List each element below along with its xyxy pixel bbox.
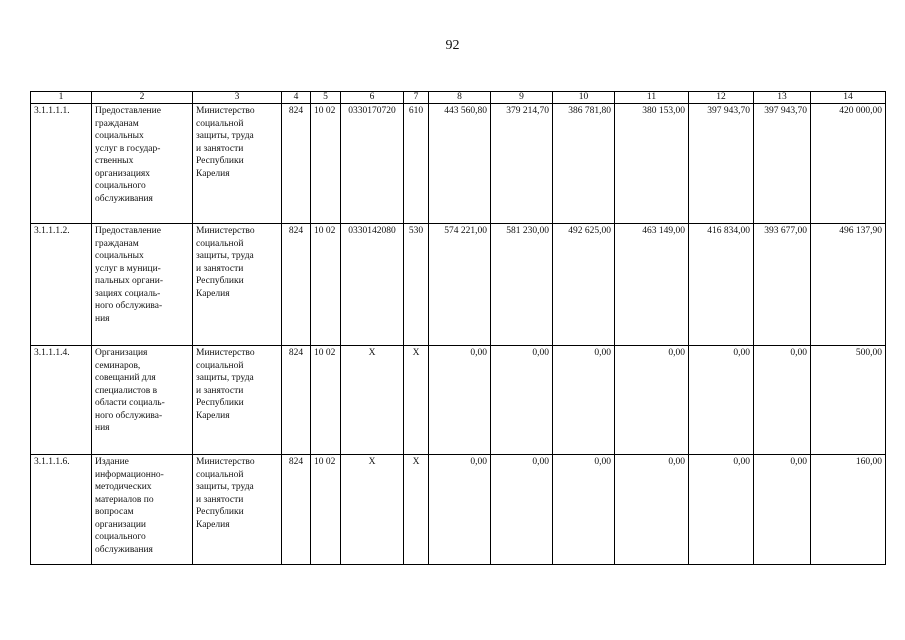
event-name-line: материалов по xyxy=(95,494,154,505)
target-article-code: 0330142080 xyxy=(341,224,404,346)
executor-line: и занятости xyxy=(196,494,244,505)
event-name-line: ния xyxy=(95,313,110,324)
executor-line: и занятости xyxy=(196,263,244,274)
event-name-line: ственных xyxy=(95,156,134,166)
amount-c13: 393 677,00 xyxy=(754,224,811,346)
executor-cell xyxy=(193,104,282,224)
amount-c10: 0,00 xyxy=(553,346,615,455)
target-article-code: 0330170720 xyxy=(341,104,404,224)
column-header-11: 11 xyxy=(615,92,689,104)
executor-line: Министерство xyxy=(196,226,255,236)
amount-c12: 397 943,70 xyxy=(689,104,754,224)
executor-line: Карелия xyxy=(196,410,230,421)
amount-c10: 386 781,80 xyxy=(553,104,615,224)
event-name-line: информационно- xyxy=(95,469,164,480)
header-row xyxy=(31,92,886,104)
amount-c14: 160,00 xyxy=(811,455,886,565)
event-name-line: Организация xyxy=(95,348,148,358)
executor-line: социальной xyxy=(196,469,244,480)
column-header-5: 5 xyxy=(311,92,341,104)
event-name-line: обслуживания xyxy=(95,544,153,555)
row-code: 3.1.1.1.6. xyxy=(31,455,92,565)
grbs-code: 824 xyxy=(282,104,311,224)
event-name-line: услуг в муници- xyxy=(95,263,161,274)
budget-table xyxy=(30,91,886,565)
grbs-code: 824 xyxy=(282,346,311,455)
event-name-line: социальных xyxy=(95,251,144,261)
row-code: 3.1.1.1.1. xyxy=(31,104,92,224)
executor-cell xyxy=(193,455,282,565)
event-name-line: социальных xyxy=(95,131,144,141)
column-header-1: 1 xyxy=(31,92,92,104)
amount-c8: 443 560,80 xyxy=(429,104,491,224)
event-name-line: социального xyxy=(95,532,146,542)
table-row xyxy=(31,104,886,224)
grbs-code: 824 xyxy=(282,224,311,346)
table-row xyxy=(31,455,886,565)
amount-c14: 420 000,00 xyxy=(811,104,886,224)
event-name-line: ния xyxy=(95,423,110,433)
event-name-line: обслуживания xyxy=(95,193,153,204)
event-name-line: зациях социаль- xyxy=(95,288,161,299)
amount-c13: 0,00 xyxy=(754,346,811,455)
executor-line: Республики xyxy=(196,156,244,166)
amount-c11: 0,00 xyxy=(615,455,689,565)
amount-c11: 463 149,00 xyxy=(615,224,689,346)
event-name-line: социального xyxy=(95,181,146,191)
amount-c8: 0,00 xyxy=(429,346,491,455)
executor-line: защиты, труда xyxy=(196,131,254,141)
event-name-line: Издание xyxy=(95,457,129,467)
section-code: 10 02 xyxy=(311,346,341,455)
page-number: 92 xyxy=(445,38,460,53)
column-header-9: 9 xyxy=(491,92,553,104)
executor-line: Республики xyxy=(196,276,244,286)
expense-type-code: X xyxy=(404,455,429,565)
event-name-line: совещаний для xyxy=(95,373,156,383)
executor-line: социальной xyxy=(196,118,244,129)
event-name-line: вопросам xyxy=(95,507,134,517)
event-name-line: Предоставление xyxy=(95,226,161,236)
event-name-cell xyxy=(92,224,193,346)
executor-line: социальной xyxy=(196,238,244,249)
event-name-line: гражданам xyxy=(95,118,139,129)
event-name-line: организациях xyxy=(95,168,151,179)
column-header-7: 7 xyxy=(404,92,429,104)
executor-line: социальной xyxy=(196,360,244,371)
executor-line: Карелия xyxy=(196,288,230,299)
expense-type-code: 530 xyxy=(404,224,429,346)
event-name-line: семинаров, xyxy=(95,360,141,371)
event-name-line: специалистов в xyxy=(95,385,158,396)
amount-c11: 380 153,00 xyxy=(615,104,689,224)
event-name-line: области социаль- xyxy=(95,398,165,408)
section-code: 10 02 xyxy=(311,104,341,224)
event-name-line: ного обслужива- xyxy=(95,301,163,311)
executor-line: и занятости xyxy=(196,385,244,396)
amount-c9: 379 214,70 xyxy=(491,104,553,224)
event-name-cell xyxy=(92,346,193,455)
target-article-code: X xyxy=(341,346,404,455)
executor-line: защиты, труда xyxy=(196,251,254,261)
executor-cell xyxy=(193,346,282,455)
amount-c13: 397 943,70 xyxy=(754,104,811,224)
executor-cell xyxy=(193,224,282,346)
executor-line: Карелия xyxy=(196,168,230,179)
executor-line: Республики xyxy=(196,398,244,408)
amount-c10: 0,00 xyxy=(553,455,615,565)
amount-c8: 0,00 xyxy=(429,455,491,565)
expense-type-code: X xyxy=(404,346,429,455)
event-name-line: организации xyxy=(95,519,147,530)
executor-line: защиты, труда xyxy=(196,373,254,383)
amount-c9: 0,00 xyxy=(491,455,553,565)
amount-c12: 0,00 xyxy=(689,346,754,455)
executor-line: Республики xyxy=(196,507,244,517)
event-name-line: Предоставление xyxy=(95,106,161,116)
amount-c8: 574 221,00 xyxy=(429,224,491,346)
column-header-10: 10 xyxy=(553,92,615,104)
row-code: 3.1.1.1.4. xyxy=(31,346,92,455)
event-name-line: услуг в государ- xyxy=(95,143,161,154)
executor-line: и занятости xyxy=(196,143,244,154)
event-name-cell xyxy=(92,104,193,224)
amount-c9: 581 230,00 xyxy=(491,224,553,346)
column-header-4: 4 xyxy=(282,92,311,104)
column-header-3: 3 xyxy=(193,92,282,104)
column-header-14: 14 xyxy=(811,92,886,104)
amount-c12: 0,00 xyxy=(689,455,754,565)
section-code: 10 02 xyxy=(311,455,341,565)
amount-c12: 416 834,00 xyxy=(689,224,754,346)
table-row xyxy=(31,224,886,346)
table-row xyxy=(31,346,886,455)
event-name-line: пальных органи- xyxy=(95,276,163,286)
amount-c14: 500,00 xyxy=(811,346,886,455)
target-article-code: X xyxy=(341,455,404,565)
executor-line: Министерство xyxy=(196,348,255,358)
event-name-line: методических xyxy=(95,482,152,492)
column-header-8: 8 xyxy=(429,92,491,104)
amount-c13: 0,00 xyxy=(754,455,811,565)
event-name-line: ного обслужива- xyxy=(95,410,163,421)
table-body xyxy=(31,104,886,565)
row-code: 3.1.1.1.2. xyxy=(31,224,92,346)
column-header-6: 6 xyxy=(341,92,404,104)
executor-line: Министерство xyxy=(196,457,255,467)
amount-c14: 496 137,90 xyxy=(811,224,886,346)
amount-c11: 0,00 xyxy=(615,346,689,455)
amount-c9: 0,00 xyxy=(491,346,553,455)
amount-c10: 492 625,00 xyxy=(553,224,615,346)
event-name-line: гражданам xyxy=(95,238,139,249)
executor-line: Карелия xyxy=(196,519,230,530)
column-header-2: 2 xyxy=(92,92,193,104)
executor-line: защиты, труда xyxy=(196,482,254,492)
event-name-cell xyxy=(92,455,193,565)
column-header-13: 13 xyxy=(754,92,811,104)
grbs-code: 824 xyxy=(282,455,311,565)
section-code: 10 02 xyxy=(311,224,341,346)
executor-line: Министерство xyxy=(196,106,255,116)
column-header-12: 12 xyxy=(689,92,754,104)
expense-type-code: 610 xyxy=(404,104,429,224)
